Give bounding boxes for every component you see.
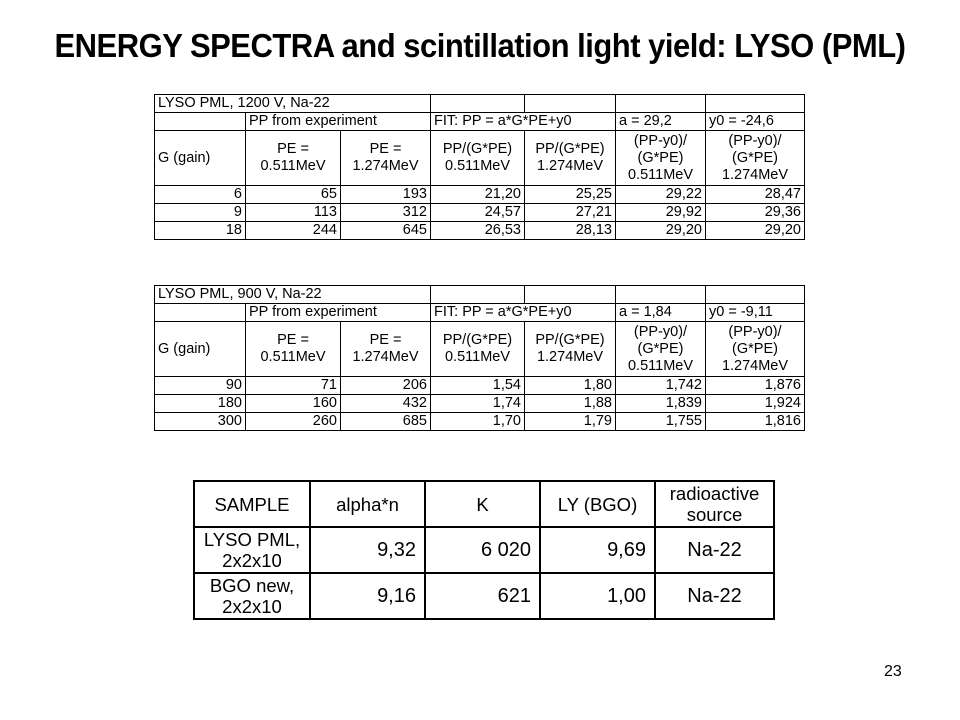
fit-param-y0: y0 = -24,6: [706, 113, 805, 131]
column-header: PP/(G*PE) 0.511MeV: [431, 322, 525, 377]
column-header: PE = 0.511MeV: [246, 322, 341, 377]
column-header: PP/(G*PE) 0.511MeV: [431, 131, 525, 186]
fit-param-a: a = 1,84: [616, 304, 706, 322]
page-number: 23: [884, 663, 902, 680]
table-header-row: [194, 481, 774, 527]
column-header: radioactive source: [655, 481, 774, 527]
table-row: [155, 304, 805, 322]
table-row: 9 113 312 24,57 27,21 29,92 29,36: [155, 204, 805, 222]
column-header: PE = 1.274MeV: [341, 322, 431, 377]
fit-param-y0: y0 = -9,11: [706, 304, 805, 322]
table-row: [155, 95, 805, 113]
column-header: alpha*n: [310, 481, 425, 527]
lyso-1200v-table: [154, 94, 805, 240]
column-header: (PP-y0)/ (G*PE) 0.511MeV: [616, 131, 706, 186]
column-header: G (gain): [155, 131, 246, 186]
column-header: SAMPLE: [194, 481, 310, 527]
table-caption: LYSO PML, 1200 V, Na-22: [155, 95, 431, 113]
column-header: LY (BGO): [540, 481, 655, 527]
fit-formula: FIT: PP = a*G*PE+y0: [431, 113, 616, 131]
table-row: [155, 286, 805, 304]
table-header-row: [155, 322, 805, 377]
sample-name: LYSO PML, 2x2x10: [194, 527, 310, 573]
table-row: 6 65 193 21,20 25,25 29,22 28,47: [155, 186, 805, 204]
table-row: [155, 113, 805, 131]
column-header: (PP-y0)/ (G*PE) 1.274MeV: [706, 322, 805, 377]
column-header: (PP-y0)/ (G*PE) 1.274MeV: [706, 131, 805, 186]
column-header: PE = 0.511MeV: [246, 131, 341, 186]
table-row: 18 244 645 26,53 28,13 29,20 29,20: [155, 222, 805, 240]
table-row: LYSO PML, 2x2x10 9,32 6 020 9,69 Na-22: [194, 527, 774, 573]
column-header: PP/(G*PE) 1.274MeV: [525, 322, 616, 377]
column-header: G (gain): [155, 322, 246, 377]
fit-param-a: a = 29,2: [616, 113, 706, 131]
table-row: 90 71 206 1,54 1,80 1,742 1,876: [155, 377, 805, 395]
column-header: (PP-y0)/ (G*PE) 0.511MeV: [616, 322, 706, 377]
column-header: K: [425, 481, 540, 527]
table-header-row: [155, 131, 805, 186]
fit-formula: FIT: PP = a*G*PE+y0: [431, 304, 616, 322]
lyso-900v-table: [154, 285, 805, 431]
group-header: PP from experiment: [246, 304, 431, 322]
table-row: 180 160 432 1,74 1,88 1,839 1,924: [155, 395, 805, 413]
light-yield-summary-table: [193, 480, 775, 620]
group-header: PP from experiment: [246, 113, 431, 131]
sample-name: BGO new, 2x2x10: [194, 573, 310, 619]
page-title: ENERGY SPECTRA and scintillation light yield: LYSO (PML): [54, 26, 906, 65]
column-header: PP/(G*PE) 1.274MeV: [525, 131, 616, 186]
table-row: BGO new, 2x2x10 9,16 621 1,00 Na-22: [194, 573, 774, 619]
table-caption: LYSO PML, 900 V, Na-22: [155, 286, 431, 304]
table-row: 300 260 685 1,70 1,79 1,755 1,816: [155, 413, 805, 431]
column-header: PE = 1.274MeV: [341, 131, 431, 186]
